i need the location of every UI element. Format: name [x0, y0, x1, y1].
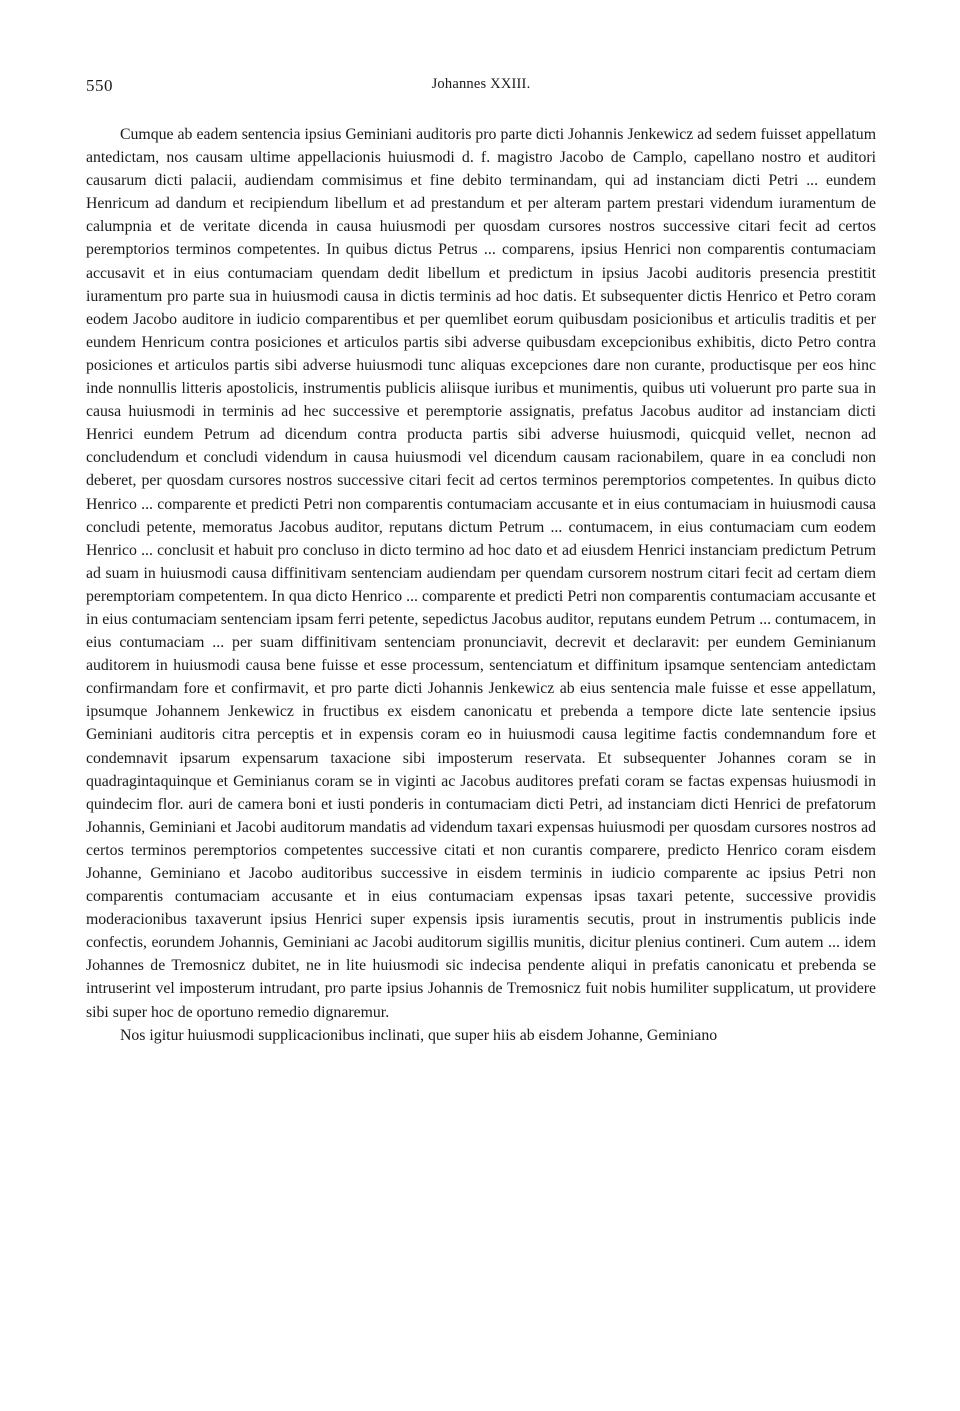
- page-header: [86, 76, 876, 100]
- body-text: [86, 123, 876, 1047]
- page-number: 550: [86, 76, 113, 95]
- paragraph-1: Cumque ab eadem sentencia ipsius Geminiani auditoris pro parte dicti Johannis Jenkewicz ad sedem fuisset appellatum antedictam, nos causam ultime appellacionis huiusmodi d. f. magistro Jacobo de Camplo, capellano nostro et auditori causarum dicti palacii, audiendam commisimus et fine debito terminandam, qui ad instanciam dicti Petri ... eundem Henricum ad dandum et recipiendum libellum et ad prestandum et per alteram partem prestari videndum iuramentum de calumpnia et de veritate dicenda in causa huiusmodi per quosdam cursores nostros successive citari fecit ad certos peremptorios terminos competentes. In quibus dictus Petrus ... comparens, ipsius Henrici non comparentis contumaciam accusavit et in eius contumaciam quendam dedit libellum et predictum in ipsius Jacobi auditoris presencia prestitit iuramentum pro parte sua in huiusmodi causa in dictis terminis ad hoc datis. Et subsequenter dictis Henrico et Petro coram eodem Jacobo auditore in iudicio comparentibus et per quemlibet eorum quibusdam posicionibus et articulis traditis et per eundem Henricum contra posiciones et articulos partis sibi adverse quibusdam excepcionibus exhibitis, dicto Petro contra posiciones et articulos partis sibi adverse huiusmodi tunc aliquas excepciones dare non curante, productisque per eos hinc inde nonnullis litteris apostolicis, instrumentis publicis aliisque iuribus et munimentis, quibus uti voluerunt pro parte sua in causa huiusmodi in terminis ad hec successive et peremptorie assignatis, prefatus Jacobus auditor ad instanciam dicti Henrici eundem Petrum ad dicendum contra producta partis sibi adverse huiusmodi, quicquid vellet, necnon ad concludendum et concludi videndum in causa huiusmodi vel dicendum causam racionabilem, quare in ea concludi non deberet, per quosdam cursores nostros successive citari fecit ad certos terminos peremptorios competentes. In quibus dicto Henrico ... comparente et predicti Petri non comparentis contumaciam accusante et in eius contumaciam in huiusmodi causa concludi petente, memoratus Jacobus auditor, reputans dictum Petrum ... contumacem, in eius contumaciam cum eodem Henrico ... conclusit et habuit pro concluso in dicto termino ad hoc dato et ad eiusdem Henrici instanciam predictum Petrum ad suam in huiusmodi causa diffinitivam sentenciam audiendam per quendam cursorem nostrum citari fecit ad certam diem peremptoriam competentem. In qua dicto Henrico ... comparente et predicti Petri non comparentis contumaciam accusante et in eius contumaciam sentenciam ipsam ferri petente, sepedictus Jacobus auditor, reputans eundem Petrum ... contumacem, in eius contumaciam ... per suam diffinitivam sentenciam pronunciavit, decrevit et declaravit: per eundem Geminianum auditorem in huiusmodi causa bene fuisse et esse processum, sentenciatum et diffinitum ipsamque sentenciam antedictam confirmandam fore et confirmavit, et pro parte dicti Johannis Jenkewicz ab eius sentencia male fuisse et esse appellatum, ipsumque Johannem Jenkewicz in fructibus ex eisdem canonicatu et prebenda a tempore dicte late sentencie ipsius Geminiani auditoris citra perceptis et in expensis coram eo in huiusmodi causa legitime factis condemnandum fore et condemnavit ipsarum expensarum taxacione sibi imposterum reservata. Et subsequenter Johannes coram se in quadragintaquinque et Geminianus coram se in viginti ac Jacobus auditores prefati coram se factas expensas huiusmodi in quindecim flor. auri de camera boni et iusti ponderis in contumaciam dicti Petri, ad instanciam dicti Henrici de prefatorum Johannis, Geminiani et Jacobi auditorum mandatis ad videndum taxari expensas huiusmodi per quosdam cursores nostros ad certos terminos peremptorios competentes successive citati et non curantis comparere, predicto Henrico coram eisdem Johanne, Geminiano et Jacobo auditoribus successive in eisdem terminis in iudicio comparente ac ipsius Petri non comparentis contumaciam accusante et in eius contumaciam expensas ipsas taxari petente, successive providis moderacionibus taxaverunt ipsius Henrici super expensis ipsis iuramentis secutis, prout in instrumentis publicis inde confectis, eorundem Johannis, Geminiani ac Jacobi auditorum sigillis munitis, dicitur plenius contineri. Cum autem ... idem Johannes de Tremosnicz dubitet, ne in lite huiusmodi sic indecisa pendente aliqui in prefatis canonicatu et prebenda se intruserint vel imposterum intrudant, pro parte ipsius Johannis de Tremosnicz fuit nobis humiliter supplicatum, ut providere sibi super hoc de oportuno remedio dignaremur.: [86, 126, 876, 1021]
- running-title: Johannes XXIII.: [431, 76, 531, 92]
- paragraph-2: Nos igitur huiusmodi supplicacionibus inclinati, que super hiis ab eisdem Johanne, Geminiano: [120, 1027, 718, 1045]
